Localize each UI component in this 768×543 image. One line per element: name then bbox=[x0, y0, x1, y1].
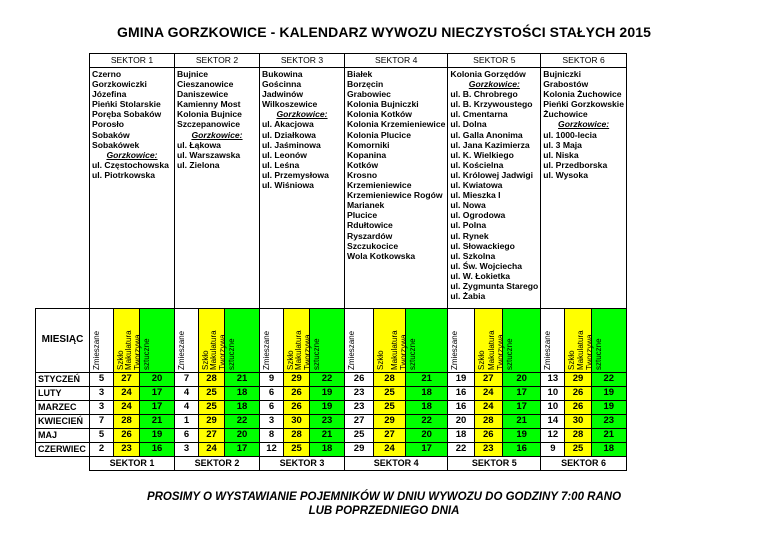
pickup-day-cell: 28 bbox=[374, 373, 406, 387]
locality-item: Wola Kotkowska bbox=[347, 250, 416, 261]
pickup-day-cell: 4 bbox=[175, 401, 199, 415]
locality-item: Plucice bbox=[347, 210, 378, 221]
locality-item: Kotków bbox=[347, 159, 379, 170]
pickup-day-cell: 24 bbox=[474, 401, 502, 415]
locality-item: ul. Rynek bbox=[450, 230, 489, 241]
pickup-day-cell: 21 bbox=[225, 373, 260, 387]
locality-item: Gorzkowice: bbox=[558, 119, 610, 130]
sector-header: SEKTOR 2 bbox=[175, 54, 260, 68]
pickup-day-cell: 9 bbox=[260, 373, 284, 387]
pickup-day-cell: 3 bbox=[90, 401, 114, 415]
pickup-day-cell: 21 bbox=[310, 429, 345, 443]
month-name: KWIECIEŃ bbox=[36, 415, 90, 429]
locality-item: ul. B. Chrobrego bbox=[450, 89, 518, 100]
pickup-day-cell: 14 bbox=[541, 415, 565, 429]
notice-text bbox=[0, 490, 768, 518]
waste-type-header bbox=[175, 309, 199, 373]
pickup-day-cell: 5 bbox=[90, 429, 114, 443]
pickup-day-cell: 7 bbox=[175, 373, 199, 387]
sector-footer: SEKTOR 1 bbox=[90, 457, 175, 471]
locality-item: Krosno bbox=[347, 169, 378, 180]
waste-type-label: Makulatura Tworzywa sztuczne bbox=[487, 330, 514, 370]
sector-header-row bbox=[36, 54, 627, 68]
waste-type-header bbox=[294, 309, 345, 373]
pickup-day-cell: 25 bbox=[199, 387, 225, 401]
locality-item: Kolonia Bujniczki bbox=[347, 99, 419, 110]
locality-item: Daniszewice bbox=[177, 89, 229, 100]
locality-item: Sobakówek bbox=[92, 139, 140, 150]
locality-item: Kopanina bbox=[347, 149, 387, 160]
locality-item: Wilkoszewice bbox=[262, 99, 318, 110]
pickup-day-cell: 16 bbox=[503, 443, 541, 457]
pickup-day-cell: 18 bbox=[405, 387, 448, 401]
pickup-day-cell: 25 bbox=[374, 401, 406, 415]
pickup-day-cell: 26 bbox=[114, 429, 140, 443]
month-name: CZERWIEC bbox=[36, 443, 90, 457]
pickup-day-cell: 20 bbox=[448, 415, 474, 429]
waste-type-row bbox=[36, 309, 627, 373]
pickup-day-cell: 8 bbox=[260, 429, 284, 443]
pickup-day-cell: 22 bbox=[591, 373, 626, 387]
pickup-day-cell: 27 bbox=[199, 429, 225, 443]
pickup-day-cell: 16 bbox=[448, 401, 474, 415]
sector-footer: SEKTOR 6 bbox=[541, 457, 627, 471]
sector-footer: SEKTOR 5 bbox=[448, 457, 541, 471]
waste-type-label: Zmieszane bbox=[450, 330, 460, 370]
sector-header: SEKTOR 5 bbox=[448, 54, 541, 68]
pickup-day-cell: 23 bbox=[591, 415, 626, 429]
pickup-day-cell: 20 bbox=[503, 373, 541, 387]
pickup-day-cell: 22 bbox=[225, 415, 260, 429]
pickup-day-cell: 21 bbox=[140, 415, 175, 429]
pickup-day-cell: 7 bbox=[90, 415, 114, 429]
waste-type-header bbox=[124, 309, 175, 373]
pickup-day-cell: 28 bbox=[199, 373, 225, 387]
locality-item: Gorzkowice: bbox=[276, 109, 328, 120]
waste-type-header bbox=[345, 309, 374, 373]
waste-type-header bbox=[575, 309, 626, 373]
locality-item: Józefina bbox=[92, 89, 127, 100]
locality-item: ul. Warszawska bbox=[177, 149, 241, 160]
month-name: STYCZEŃ bbox=[36, 373, 90, 387]
locality-item: ul. B. Krzywoustego bbox=[450, 99, 533, 110]
sector-header: SEKTOR 6 bbox=[541, 54, 627, 68]
locality-item: Kolonia Gorzędów bbox=[450, 69, 526, 79]
locality-item: Bujnice bbox=[177, 69, 209, 79]
pickup-day-cell: 26 bbox=[565, 401, 591, 415]
locality-item: ul. Łąkowa bbox=[177, 139, 221, 150]
pickup-day-cell: 30 bbox=[565, 415, 591, 429]
pickup-day-cell: 29 bbox=[374, 415, 406, 429]
pickup-day-cell: 25 bbox=[345, 429, 374, 443]
month-row bbox=[36, 443, 627, 457]
sector-header: SEKTOR 3 bbox=[260, 54, 345, 68]
pickup-day-cell: 18 bbox=[225, 401, 260, 415]
pickup-day-cell: 17 bbox=[405, 443, 448, 457]
locality-item: ul. Jaśminowa bbox=[262, 139, 321, 150]
locality-item: ul. Mieszka I bbox=[450, 190, 501, 201]
locality-item: ul. Wiśniowa bbox=[262, 180, 314, 191]
pickup-day-cell: 18 bbox=[225, 387, 260, 401]
pickup-day-cell: 25 bbox=[565, 443, 591, 457]
pickup-day-cell: 16 bbox=[448, 387, 474, 401]
waste-type-label: Zmieszane bbox=[92, 330, 101, 370]
locality-item: Gorzkowice: bbox=[468, 79, 520, 90]
pickup-day-cell: 22 bbox=[310, 373, 345, 387]
month-row bbox=[36, 373, 627, 387]
locality-item: Kolonia Kotków bbox=[347, 109, 412, 120]
pickup-day-cell: 6 bbox=[175, 429, 199, 443]
sector-locality-list bbox=[260, 68, 345, 309]
pickup-day-cell: 28 bbox=[474, 415, 502, 429]
locality-item: Czerno bbox=[92, 69, 122, 79]
pickup-day-cell: 29 bbox=[345, 443, 374, 457]
notice-line-1: PROSIMY O WYSTAWIANIE POJEMNIKÓW W DNIU WYWOZU DO GODZINY 7:00 RANO bbox=[146, 491, 622, 503]
pickup-day-cell: 27 bbox=[345, 415, 374, 429]
pickup-day-cell: 12 bbox=[541, 429, 565, 443]
sector-footer: SEKTOR 3 bbox=[260, 457, 345, 471]
sector-locality-list bbox=[90, 68, 175, 309]
locality-item: Kolonia Bujnice bbox=[177, 109, 242, 120]
sector-locality-list bbox=[345, 68, 448, 309]
pickup-day-cell: 17 bbox=[140, 401, 175, 415]
pickup-day-cell: 29 bbox=[199, 415, 225, 429]
pickup-day-cell: 24 bbox=[114, 387, 140, 401]
locality-item: Ryszardów bbox=[347, 230, 393, 241]
pickup-day-cell: 19 bbox=[591, 401, 626, 415]
waste-type-label: Makulatura Tworzywa sztuczne bbox=[209, 330, 236, 370]
locality-item: ul. Działkowa bbox=[262, 129, 316, 140]
locality-item: Gorzkowiczki bbox=[92, 79, 147, 90]
locality-item: Grabowiec bbox=[347, 89, 391, 100]
locality-item: ul. 1000-lecia bbox=[543, 129, 597, 140]
month-row bbox=[36, 415, 627, 429]
waste-type-header bbox=[90, 309, 114, 373]
waste-type-label: Szkło bbox=[201, 350, 210, 370]
sector-header: SEKTOR 1 bbox=[90, 54, 175, 68]
pickup-day-cell: 17 bbox=[140, 387, 175, 401]
pickup-day-cell: 19 bbox=[591, 387, 626, 401]
locality-item: ul. Galla Anonima bbox=[450, 129, 523, 140]
pickup-day-cell: 26 bbox=[284, 387, 310, 401]
locality-item: ul. Żabia bbox=[450, 291, 486, 302]
waste-type-label: Makulatura Tworzywa sztuczne bbox=[389, 330, 417, 370]
pickup-day-cell: 29 bbox=[284, 373, 310, 387]
locality-item: Rdułtowice bbox=[347, 220, 393, 231]
locality-item: ul. Przemysłowa bbox=[262, 169, 329, 180]
locality-item: ul. Częstochowska bbox=[92, 159, 169, 170]
sector-locality-list bbox=[541, 68, 627, 309]
pickup-day-cell: 10 bbox=[541, 401, 565, 415]
pickup-day-cell: 28 bbox=[565, 429, 591, 443]
locality-item: Komorniki bbox=[347, 139, 390, 150]
locality-item: ul. Kościelna bbox=[450, 159, 504, 170]
locality-item: Gorzkowice: bbox=[106, 149, 158, 160]
pickup-day-cell: 4 bbox=[175, 387, 199, 401]
locality-item: ul. Przedborska bbox=[543, 159, 608, 170]
locality-item: Cieszanowice bbox=[177, 79, 234, 90]
pickup-day-cell: 12 bbox=[260, 443, 284, 457]
locality-item: ul. Jana Kazimierza bbox=[450, 139, 530, 150]
pickup-day-cell: 20 bbox=[405, 429, 448, 443]
pickup-day-cell: 20 bbox=[140, 373, 175, 387]
month-row bbox=[36, 429, 627, 443]
waste-type-label: Zmieszane bbox=[262, 330, 271, 370]
pickup-day-cell: 24 bbox=[114, 401, 140, 415]
locality-item: ul. Akacjowa bbox=[262, 119, 314, 130]
waste-type-header bbox=[541, 309, 565, 373]
pickup-day-cell: 19 bbox=[310, 401, 345, 415]
pickup-day-cell: 23 bbox=[474, 443, 502, 457]
locality-item: Grabostów bbox=[543, 79, 589, 90]
pickup-day-cell: 3 bbox=[260, 415, 284, 429]
locality-item: ul. Ogrodowa bbox=[450, 210, 506, 221]
pickup-day-cell: 23 bbox=[310, 415, 345, 429]
pickup-day-cell: 2 bbox=[90, 443, 114, 457]
locality-item: Szczepanowice bbox=[177, 119, 241, 130]
pickup-day-cell: 18 bbox=[405, 401, 448, 415]
pickup-day-cell: 19 bbox=[503, 429, 541, 443]
locality-item: ul. Niska bbox=[543, 149, 579, 160]
list-empty bbox=[36, 68, 90, 309]
pickup-day-cell: 19 bbox=[140, 429, 175, 443]
sector-list-row bbox=[36, 68, 627, 309]
locality-item: ul. Dolna bbox=[450, 119, 487, 130]
locality-item: ul. Słowackiego bbox=[450, 240, 515, 251]
month-name: MAJ bbox=[36, 429, 90, 443]
pickup-day-cell: 26 bbox=[565, 387, 591, 401]
month-name: MARZEC bbox=[36, 401, 90, 415]
sector-footer: SEKTOR 2 bbox=[175, 457, 260, 471]
waste-type-label: Szkło bbox=[567, 350, 577, 370]
waste-type-header bbox=[209, 309, 260, 373]
waste-type-header bbox=[260, 309, 284, 373]
corner-empty bbox=[36, 54, 90, 68]
locality-item: Borzęcin bbox=[347, 79, 384, 90]
locality-item: Szczukocice bbox=[347, 240, 399, 251]
waste-type-label: Szkło bbox=[476, 350, 486, 370]
pickup-day-cell: 17 bbox=[225, 443, 260, 457]
page-title: GMINA GORZKOWICE - KALENDARZ WYWOZU NIECZYSTOŚCI STAŁYCH 2015 bbox=[117, 24, 651, 40]
waste-type-header bbox=[448, 309, 474, 373]
locality-item: ul. K. Wielkiego bbox=[450, 149, 514, 160]
locality-item: Kolonia Żuchowice bbox=[543, 89, 622, 100]
footer-empty bbox=[36, 457, 90, 471]
month-row bbox=[36, 401, 627, 415]
pickup-day-cell: 3 bbox=[175, 443, 199, 457]
pickup-day-cell: 29 bbox=[565, 373, 591, 387]
pickup-day-cell: 1 bbox=[175, 415, 199, 429]
pickup-day-cell: 30 bbox=[284, 415, 310, 429]
locality-item: ul. Polna bbox=[450, 220, 487, 231]
locality-item: ul. Piotrkowska bbox=[92, 169, 156, 180]
pickup-day-cell: 27 bbox=[474, 373, 502, 387]
month-header: MIESIĄC bbox=[36, 309, 90, 373]
pickup-day-cell: 27 bbox=[374, 429, 406, 443]
pickup-day-cell: 13 bbox=[541, 373, 565, 387]
pickup-day-cell: 25 bbox=[284, 443, 310, 457]
locality-item: ul. Wysoka bbox=[543, 169, 588, 180]
pickup-day-cell: 6 bbox=[260, 401, 284, 415]
pickup-day-cell: 28 bbox=[114, 415, 140, 429]
locality-item: Żuchowice bbox=[543, 109, 588, 120]
locality-item: ul. W. Łokietka bbox=[450, 270, 511, 281]
locality-item: Sobaków bbox=[92, 129, 130, 140]
month-row bbox=[36, 387, 627, 401]
pickup-day-cell: 20 bbox=[225, 429, 260, 443]
waste-type-header bbox=[487, 309, 541, 373]
waste-type-label: Szkło bbox=[286, 350, 295, 370]
waste-type-label: Szkło bbox=[116, 350, 125, 370]
locality-item: Bujniczki bbox=[543, 69, 581, 79]
pickup-day-cell: 19 bbox=[310, 387, 345, 401]
locality-item: Poręba Sobaków bbox=[92, 109, 162, 120]
pickup-day-cell: 27 bbox=[114, 373, 140, 387]
waste-type-label: Szkło bbox=[376, 350, 386, 370]
pickup-day-cell: 21 bbox=[405, 373, 448, 387]
pickup-day-cell: 22 bbox=[405, 415, 448, 429]
pickup-day-cell: 10 bbox=[541, 387, 565, 401]
locality-item: Krzemieniewice Rogów bbox=[347, 190, 443, 201]
pickup-day-cell: 18 bbox=[310, 443, 345, 457]
schedule-table bbox=[35, 53, 627, 471]
sector-footer: SEKTOR 4 bbox=[345, 457, 448, 471]
pickup-day-cell: 23 bbox=[345, 387, 374, 401]
waste-type-label: Zmieszane bbox=[543, 330, 553, 370]
pickup-day-cell: 26 bbox=[474, 429, 502, 443]
sector-header: SEKTOR 4 bbox=[345, 54, 448, 68]
waste-type-label: Zmieszane bbox=[177, 330, 186, 370]
locality-item: Gościnna bbox=[262, 79, 302, 90]
locality-item: Białek bbox=[347, 69, 373, 79]
pickup-day-cell: 28 bbox=[284, 429, 310, 443]
pickup-day-cell: 22 bbox=[448, 443, 474, 457]
locality-item: ul. Leonów bbox=[262, 149, 307, 160]
locality-item: Porosło bbox=[92, 119, 124, 130]
waste-type-label: Makulatura Tworzywa sztuczne bbox=[294, 330, 321, 370]
waste-type-header bbox=[389, 309, 448, 373]
sector-footer-row bbox=[36, 457, 627, 471]
pickup-day-cell: 23 bbox=[345, 401, 374, 415]
pickup-day-cell: 17 bbox=[503, 387, 541, 401]
pickup-day-cell: 6 bbox=[260, 387, 284, 401]
locality-item: Krzemieniewice bbox=[347, 180, 412, 191]
locality-item: Kamienny Most bbox=[177, 99, 241, 110]
locality-item: ul. Cmentarna bbox=[450, 109, 508, 120]
pickup-day-cell: 3 bbox=[90, 387, 114, 401]
locality-item: Pieńki Gorzkowskie bbox=[543, 99, 624, 110]
waste-type-label: Zmieszane bbox=[347, 330, 356, 370]
locality-item: ul. Zygmunta Starego bbox=[450, 280, 539, 291]
pickup-day-cell: 19 bbox=[448, 373, 474, 387]
waste-type-label: Makulatura Tworzywa sztuczne bbox=[124, 330, 151, 370]
pickup-day-cell: 21 bbox=[591, 429, 626, 443]
pickup-day-cell: 5 bbox=[90, 373, 114, 387]
pickup-day-cell: 21 bbox=[503, 415, 541, 429]
notice-line-2: LUB POPRZEDNIEGO DNIA bbox=[308, 505, 460, 517]
locality-item: ul. Zielona bbox=[177, 159, 220, 170]
locality-item: Jadwinów bbox=[262, 89, 304, 100]
locality-item: Gorzkowice: bbox=[191, 129, 243, 140]
locality-item: ul. Św. Wojciecha bbox=[450, 260, 523, 271]
pickup-day-cell: 18 bbox=[448, 429, 474, 443]
locality-item: ul. Leśna bbox=[262, 159, 300, 170]
pickup-day-cell: 25 bbox=[374, 387, 406, 401]
pickup-day-cell: 18 bbox=[591, 443, 626, 457]
pickup-day-cell: 23 bbox=[114, 443, 140, 457]
locality-item: ul. Królowej Jadwigi bbox=[450, 169, 533, 180]
locality-item: ul. Szkolna bbox=[450, 250, 496, 261]
sector-locality-list bbox=[175, 68, 260, 309]
pickup-day-cell: 24 bbox=[199, 443, 225, 457]
locality-item: Bukowina bbox=[262, 69, 303, 79]
locality-item: ul. 3 Maja bbox=[543, 139, 582, 150]
month-name: LUTY bbox=[36, 387, 90, 401]
pickup-day-cell: 9 bbox=[541, 443, 565, 457]
pickup-day-cell: 16 bbox=[140, 443, 175, 457]
pickup-day-cell: 17 bbox=[503, 401, 541, 415]
pickup-day-cell: 24 bbox=[474, 387, 502, 401]
locality-item: Kolonia Plucice bbox=[347, 129, 411, 140]
locality-item: ul. Kwiatowa bbox=[450, 180, 503, 191]
pickup-day-cell: 26 bbox=[345, 373, 374, 387]
pickup-day-cell: 24 bbox=[374, 443, 406, 457]
locality-item: Marianek bbox=[347, 200, 385, 211]
locality-item: ul. Nowa bbox=[450, 200, 486, 211]
locality-item: Pieńki Stolarskie bbox=[92, 99, 161, 110]
sector-locality-list bbox=[448, 68, 541, 309]
pickup-day-cell: 26 bbox=[284, 401, 310, 415]
waste-type-label: Makulatura Tworzywa sztuczne bbox=[575, 330, 603, 370]
pickup-day-cell: 25 bbox=[199, 401, 225, 415]
locality-item: Kolonia Krzemieniewice bbox=[347, 119, 446, 130]
